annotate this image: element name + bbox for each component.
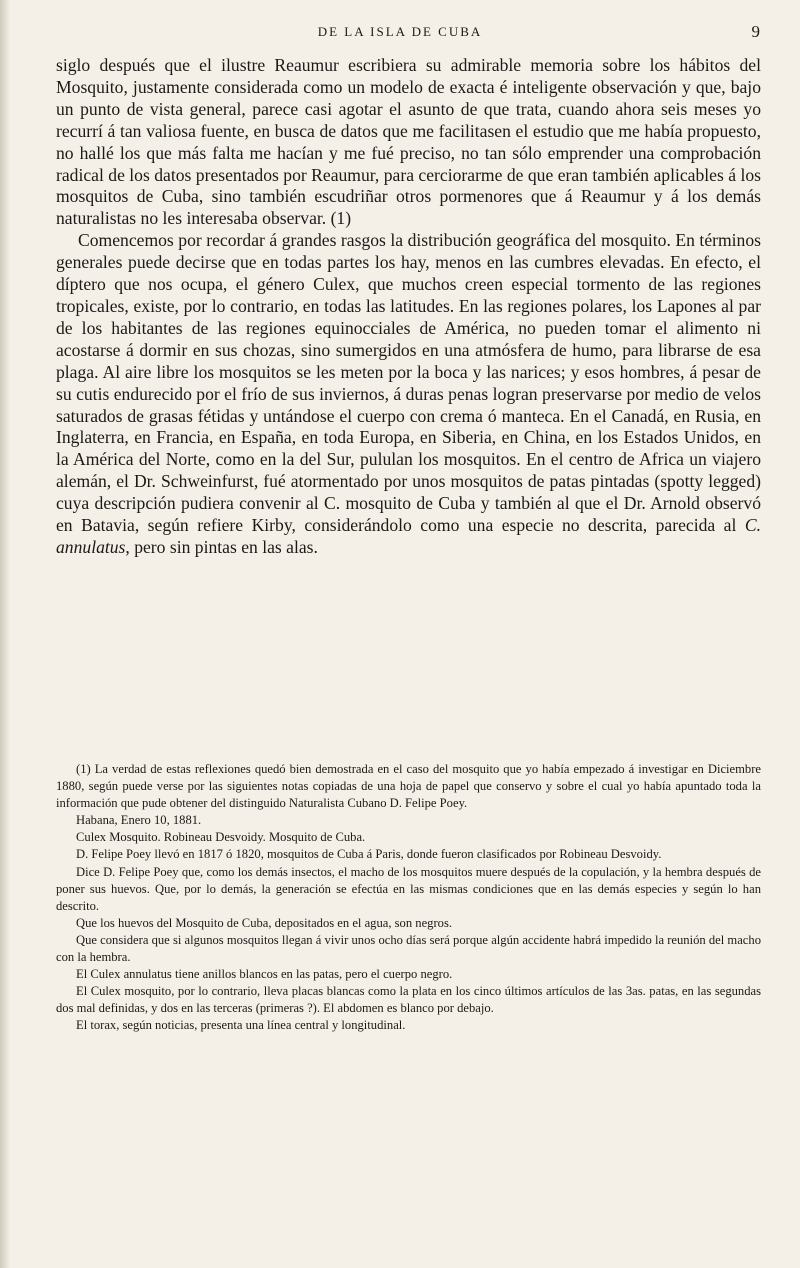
footnote-culex-mosquito: El Culex mosquito, por lo contrario, lleva placas blancas como la plata en los cinco últimos artículos de las 3as. patas, en las segundas dos mal definidas, y dos en las terceras (primeras ?). El abdomen es blanco por debajo.	[56, 984, 761, 1016]
footnote-copulation: Dice D. Felipe Poey que, como los demás insectos, el macho de los mosquitos muere después de la copulación, y la hembra después de poner sus huevos. Que, por lo demás, la generación se efectúa en las mismas condiciones que en las demás especies y según lo han descrito.	[56, 864, 761, 913]
footnote-date: Habana, Enero 10, 1881.	[76, 813, 202, 828]
footnotes	[56, 761, 761, 1035]
footnote-1: (1) La verdad de estas reflexiones quedó bien demostrada en el caso del mosquito que yo había empezado á investigar en Diciembre 1880, según puede verse por las siguientes notas copiadas de una hoja de papel que conservo y sobre el cual yo había apuntado toda la información que pude obtener del distinguido Naturalista Cubano D. Felipe Poey.	[56, 762, 761, 811]
footnote-poey-paris: D. Felipe Poey llevó en 1817 ó 1820, mosquitos de Cuba á Paris, donde fueron clasificados por Robineau Desvoidy.	[76, 847, 662, 862]
page-header	[0, 24, 800, 44]
footnote-eggs: Que los huevos del Mosquito de Cuba, depositados en el agua, son negros.	[76, 915, 453, 930]
paragraph-2-end: , pero sin pintas en las alas.	[125, 536, 318, 557]
footnote-thorax: El torax, según noticias, presenta una línea central y longitudinal.	[76, 1018, 406, 1033]
footnote-lifespan: Que considera que si algunos mosquitos llegan á vivir unos ocho días será porque algún accidente habrá impedido la reunión del macho con la hembra.	[56, 932, 761, 965]
paragraph-1-text: siglo después que el ilustre Reaumur escribiera su admirable memoria sobre los hábitos del Mosquito, justamente considerada como un modelo de exacta é inteligente observación y que, bajo un punto de vista general, parece casi agotar el asunto de que trata, cuando ahora seis meses yo recurrí á tan valiosa fuente, en busca de datos que me facilitasen el estudio que me había propuesto, no hallé los que más falta me hacían y me fué preciso, no tan sólo emprender una comprobación radical de los datos presentados por Reaumur, para cerciorarme de que eran también aplicables á los mosquitos de Cuba, sino también escudriñar otros pormenores que á Reaumur y á los demás naturalistas no les interesaba observar.	[56, 55, 761, 229]
running-head: DE LA ISLA DE CUBA	[317, 24, 483, 39]
paragraph-2	[56, 230, 761, 559]
page-number: 9	[751, 22, 760, 41]
binding-shadow	[0, 0, 10, 1268]
species-name-italic: C. annulatus	[56, 515, 761, 557]
paragraph-1	[56, 55, 761, 230]
main-text	[56, 55, 761, 559]
footnote-reference: (1)	[330, 208, 352, 229]
paragraph-2-text: Comencemos por recordar á grandes rasgos la distribución geográfica del mosquito. En términos generales puede decirse que en todas partes los hay, menos en las cumbres elevadas. En efecto, el díptero que nos ocupa, el género Culex, que muchos creen especial tormento de las regiones tropicales, existe, por lo contrario, en todas las latitudes. En las regiones polares, los Lapones al par de los habitantes de las regiones equinocciales de América, no pueden tomar el alimento ni acostarse á dormir en sus chozas, sino sumergidos en una atmósfera de humo, para librarse de esa plaga. Al aire libre los mosquitos se les meten por la boca y las narices; y esos hombres, á pesar de su cutis endurecido por el frío de sus inviernos, á duras penas logran preservarse por medio de velos saturados de grasas fétidas y untándose el cuerpo con crema ó manteca. En el Canadá, en Rusia, en Inglaterra, en Francia, en España, en toda Europa, en Siberia, en China, en los Estados Unidos, en la América del Norte, como en la del Sur, pululan los mosquitos. En el centro de Africa un viajero alemán, el Dr. Schweinfurst, fué atormentado por unos mosquitos de patas pintadas (spotty legged) cuya descripción pudiera convenir al C. mosquito de Cuba y también al que el Dr. Arnold observó en Batavia, según refiere Kirby, considerándolo como una especie no descrita, parecida al	[56, 230, 761, 536]
footnote-annulatus: El Culex annulatus tiene anillos blancos en las patas, pero el cuerpo negro.	[76, 967, 453, 982]
footnote-species: Culex Mosquito. Robineau Desvoidy. Mosquito de Cuba.	[76, 830, 366, 845]
